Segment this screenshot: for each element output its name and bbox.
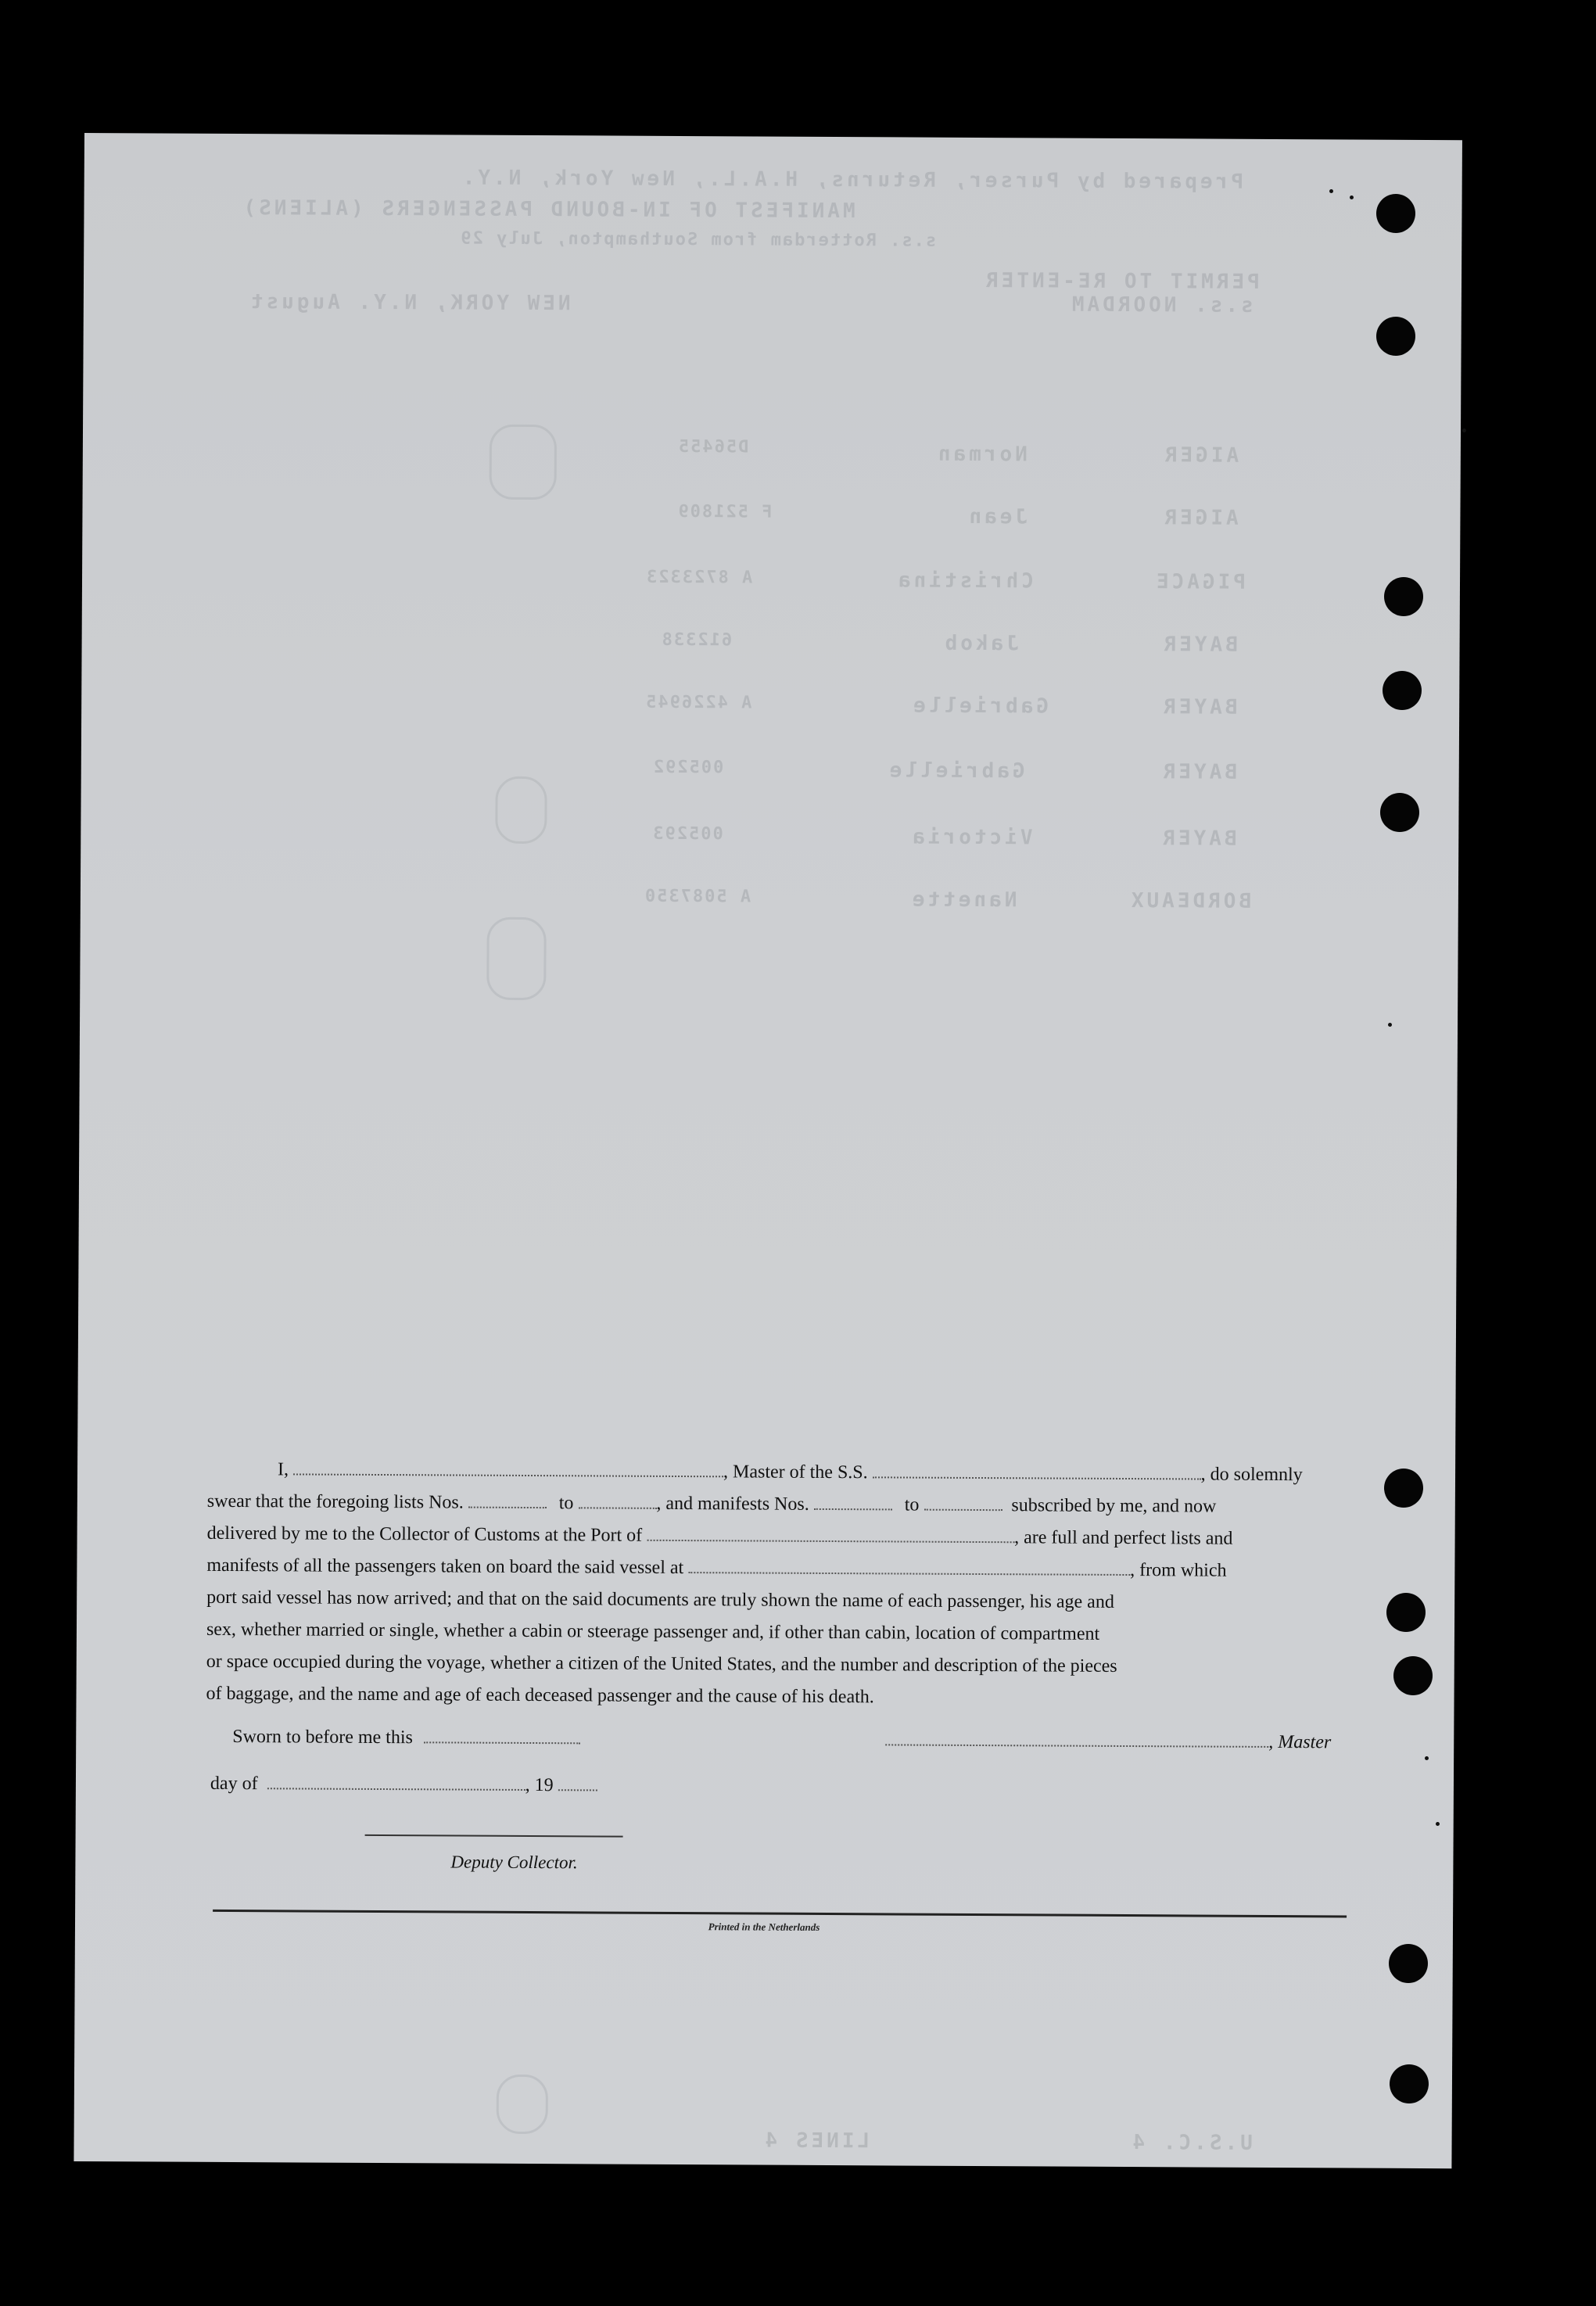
oath-text: to <box>558 1493 574 1514</box>
oath-text: , and manifests Nos. <box>656 1493 809 1515</box>
year-label: , 19 <box>525 1774 554 1796</box>
bleed-through-row-doc: 612338 <box>660 629 733 651</box>
master-signature-row <box>885 1727 1331 1753</box>
oath-text: I, <box>277 1459 289 1480</box>
lists-to-field[interactable] <box>578 1490 656 1509</box>
punch-hole <box>1380 793 1419 832</box>
master-oath-paragraph <box>206 1454 1349 1716</box>
day-of-label: day of <box>210 1773 258 1795</box>
punch-hole <box>1389 1944 1428 1983</box>
bleed-through-stamp <box>486 917 547 1000</box>
month-field[interactable] <box>267 1770 525 1791</box>
oath-text: , from which <box>1130 1560 1227 1581</box>
oath-text: , do solemnly <box>1200 1464 1303 1486</box>
punch-hole <box>1386 1593 1426 1632</box>
bleed-through-row-doc: 005293 <box>651 823 723 845</box>
bleed-through-row-given: Nanette <box>909 888 1017 913</box>
bleed-through-row-given: Jakob <box>941 631 1019 656</box>
bleed-through-row-surname: BAYER <box>1160 633 1238 657</box>
paper-speck <box>1350 195 1354 199</box>
punch-hole <box>1376 317 1415 356</box>
punch-hole <box>1384 1469 1423 1508</box>
oath-text: manifests of all the passengers taken on board the said vessel at <box>206 1555 684 1579</box>
manifests-to-field[interactable] <box>924 1492 1002 1512</box>
oath-line-7: or space occupied during the voyage, whether a citizen of the United States, and the number and description of the pieces <box>206 1651 1117 1677</box>
oath-text: , Master of the S.S. <box>723 1461 868 1483</box>
boarding-port-field[interactable] <box>688 1555 1130 1576</box>
bleed-through-row-given: Jean <box>966 504 1028 529</box>
bleed-through-row-doc: F 521809 <box>676 501 773 522</box>
punch-hole <box>1390 2064 1429 2103</box>
paper-speck <box>1462 429 1466 432</box>
master-signature-field[interactable] <box>885 1727 1268 1748</box>
bleed-through-footer: LINES 4 <box>762 2128 870 2154</box>
bleed-through-row-surname: PIGACE <box>1153 570 1246 594</box>
bleed-through-row-given: Norman <box>934 442 1028 467</box>
bleed-through-row-surname: AIGER <box>1161 506 1239 530</box>
bleed-through-row-doc: A 5087350 <box>643 886 751 907</box>
punch-hole <box>1393 1656 1433 1695</box>
deputy-signature-line[interactable] <box>365 1834 623 1838</box>
oath-text: swear that the foregoing lists Nos. <box>206 1490 464 1513</box>
bleed-through-header-4: PERMIT TO RE-ENTER <box>982 269 1260 294</box>
paper-speck <box>1425 1756 1429 1760</box>
bleed-through-row-doc: A 4226945 <box>644 692 752 713</box>
oath-text: , are full and perfect lists and <box>1014 1527 1233 1549</box>
oath-line-5: port said vessel has now arrived; and that on the said documents are truly shown the name of each passenger, his age and <box>206 1587 1114 1612</box>
bleed-through-row-given: Christina <box>895 568 1034 594</box>
bleed-through-header-3: s.s. Rotterdam from Southampton, July 29 <box>459 228 937 251</box>
manifest-sheet <box>74 133 1462 2168</box>
printer-imprint: Printed in the Netherlands <box>708 1920 820 1933</box>
sworn-day-field[interactable] <box>424 1724 580 1744</box>
bleed-through-row-surname: BAYER <box>1160 827 1237 851</box>
bleed-through-footer-right: U.S.C. 4 <box>1129 2131 1253 2155</box>
oath-line-6: sex, whether married or single, whether a cabin or steerage passenger and, if other than cabin, location of compartment <box>206 1619 1100 1644</box>
footer-rule <box>213 1910 1347 1918</box>
master-label: , Master <box>1268 1731 1332 1753</box>
bleed-through-stamp <box>495 776 547 844</box>
paper-speck <box>1388 1023 1392 1027</box>
paper-speck <box>1329 189 1333 193</box>
paper-speck <box>1436 1822 1440 1826</box>
year-field[interactable] <box>558 1772 597 1791</box>
bleed-through-header-6: NEW YORK, N.Y. August <box>247 290 571 316</box>
bleed-through-header-1: Prepared by Purser, Returns, H.A.L., New York, N.Y. <box>459 166 1244 194</box>
bleed-through-row-given: Gabrielle <box>910 694 1049 719</box>
bleed-through-row-doc: 005292 <box>651 757 724 778</box>
bleed-through-row-given: Victoria <box>909 825 1033 850</box>
bleed-through-row-doc: A 8723323 <box>644 567 753 588</box>
bleed-through-header-5: s.s. NOORDAM <box>1068 292 1253 317</box>
ship-name-field[interactable] <box>873 1459 1201 1479</box>
bleed-through-header-2: MANIFEST OF IN-BOUND PASSENGERS (ALIENS) <box>240 196 855 224</box>
day-row <box>210 1770 597 1797</box>
bleed-through-row-surname: BAYER <box>1160 760 1238 784</box>
lists-from-field[interactable] <box>468 1490 547 1509</box>
sworn-row <box>232 1723 580 1749</box>
bleed-through-stamp <box>490 425 558 500</box>
bleed-through-row-surname: BORDEAUX <box>1128 889 1252 913</box>
oath-text: subscribed by me, and now <box>1011 1495 1217 1517</box>
punch-hole <box>1383 671 1422 710</box>
bleed-through-row-surname: BAYER <box>1160 695 1238 719</box>
punch-hole <box>1376 194 1415 233</box>
oath-text: delivered by me to the Collector of Customs at the Port of <box>206 1522 643 1546</box>
deputy-collector-label: Deputy Collector. <box>450 1852 578 1873</box>
port-field[interactable] <box>647 1522 1014 1543</box>
manifests-from-field[interactable] <box>814 1491 892 1511</box>
bleed-through-row-surname: AIGER <box>1161 443 1239 468</box>
bleed-through-row-given: Gabrielle <box>886 759 1025 784</box>
bleed-through-row-doc: D56455 <box>676 436 749 457</box>
sworn-label: Sworn to before me this <box>232 1727 413 1748</box>
oath-text: to <box>904 1494 920 1515</box>
master-name-field[interactable] <box>293 1456 723 1477</box>
punch-hole <box>1384 577 1423 616</box>
oath-line-8: of baggage, and the name and age of each deceased passenger and the cause of his death. <box>206 1683 874 1708</box>
bleed-through-stamp <box>497 2075 548 2134</box>
